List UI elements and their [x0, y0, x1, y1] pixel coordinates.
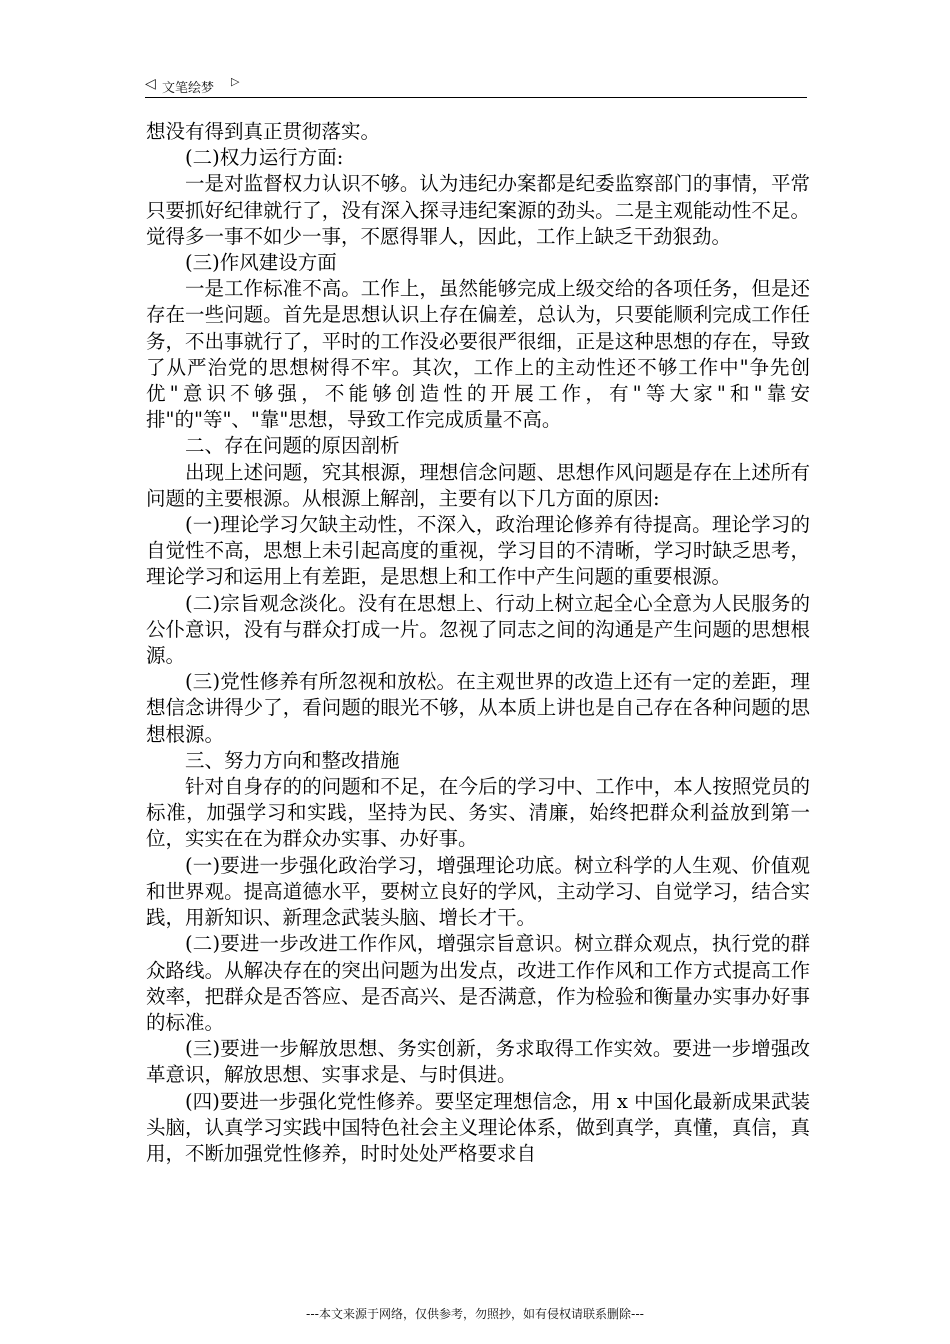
paragraph: 二、存在问题的原因剖析 — [185, 434, 400, 458]
paragraph: 出现上述问题，究其根源，理想信念问题、思想作风问题是存在上述所有问题的主要根源。从根源上解剖，主要有以下几方面的原因: — [146, 460, 810, 510]
header-brand: 文笔绘梦 — [162, 81, 215, 96]
triangle-left-icon: ◁ — [145, 76, 156, 92]
paragraph: (三)作风建设方面 — [185, 251, 337, 275]
paragraph: (三)党性修养有所忽视和放松。在主观世界的改造上还有一定的差距，理想信念讲得少了，看问题的眼光不够，从本质上讲也是自己存在各种问题的思想根源。 — [146, 670, 810, 746]
paragraph: (二)要进一步改进工作作风，增强宗旨意识。树立群众观点，执行党的群众路线。从解决存在的突出问题为出发点，改进工作作风和工作方式提高工作效率，把群众是否答应、是否高兴、是否满意，作为检验和衡量办实事办好事的标准。 — [146, 932, 810, 1034]
paragraph: 三、努力方向和整改措施 — [185, 748, 400, 772]
paragraph: (二)权力运行方面: — [185, 146, 344, 170]
header-divider — [145, 97, 807, 98]
triangle-right-icon: ▷ — [231, 75, 240, 88]
paragraph: (二)宗旨观念淡化。没有在思想上、行动上树立起全心全意为人民服务的公仆意识，没有与群众打成一片。忽视了同志之间的沟通是产生问题的思想根源。 — [146, 591, 810, 668]
paragraph: 想没有得到真正贯彻落实。 — [146, 120, 381, 143]
paragraph: (四)要进一步强化党性修养。要坚定理想信念，用 x 中国化最新成果武装头脑，认真学习实践中国特色社会主义理论体系，做到真学，真懂，真信，真用，不断加强党性修养，时时处处严格要求自 — [146, 1089, 810, 1165]
page-footer: ---本文来源于网络，仅供参考，勿照抄，如有侵权请联系删除--- — [306, 1307, 644, 1321]
document-body — [146, 119, 810, 1167]
paragraph: (一)要进一步强化政治学习，增强理论功底。树立科学的人生观、价值观和世界观。提高道德水平，要树立良好的学风，主动学习、自觉学习，结合实践，用新知识、新理念武装头脑、增长才干。 — [146, 853, 810, 930]
paragraph: 针对自身存的的问题和不足，在今后的学习中、工作中，本人按照党员的标准，加强学习和实践，坚持为民、务实、清廉，始终把群众利益放到第一位，实实在在为群众办实事、办好事。 — [146, 775, 810, 851]
paragraph: (三)要进一步解放思想、务实创新，务求取得工作实效。要进一步增强改革意识，解放思想、实事求是、与时俱进。 — [146, 1037, 810, 1087]
page-header — [145, 74, 807, 96]
paragraph: (一)理论学习欠缺主动性，不深入，政治理论修养有待提高。理论学习的自觉性不高，思想上未引起高度的重视，学习目的不清晰，学习时缺乏思考，理论学习和运用上有差距，是思想上和工作中产生问题的重要根源。 — [146, 513, 810, 589]
paragraph: 一是工作标准不高。工作上，虽然能够完成上级交给的各项任务，但是还存在一些问题。首先是思想认识上存在偏差，总认为，只要能顺利完成工作任务，不出事就行了，平时的工作没必要很严很细，正是这种思想的存在，导致了从严治党的思想树得不牢。其次，工作上的主动性还不够工作中"争先创优"意识不够强，不能够创造性的开展工作，有"等大家"和"靠安排"的"等"、"靠"思想，导致工作完成质量不高。 — [146, 277, 810, 432]
paragraph: 一是对监督权力认识不够。认为违纪办案都是纪委监察部门的事情，平常只要抓好纪律就行了，没有深入探寻违纪案源的劲头。二是主观能动性不足。觉得多一事不如少一事，不愿得罪人，因此，工作上缺乏干劲狠劲。 — [146, 172, 810, 248]
